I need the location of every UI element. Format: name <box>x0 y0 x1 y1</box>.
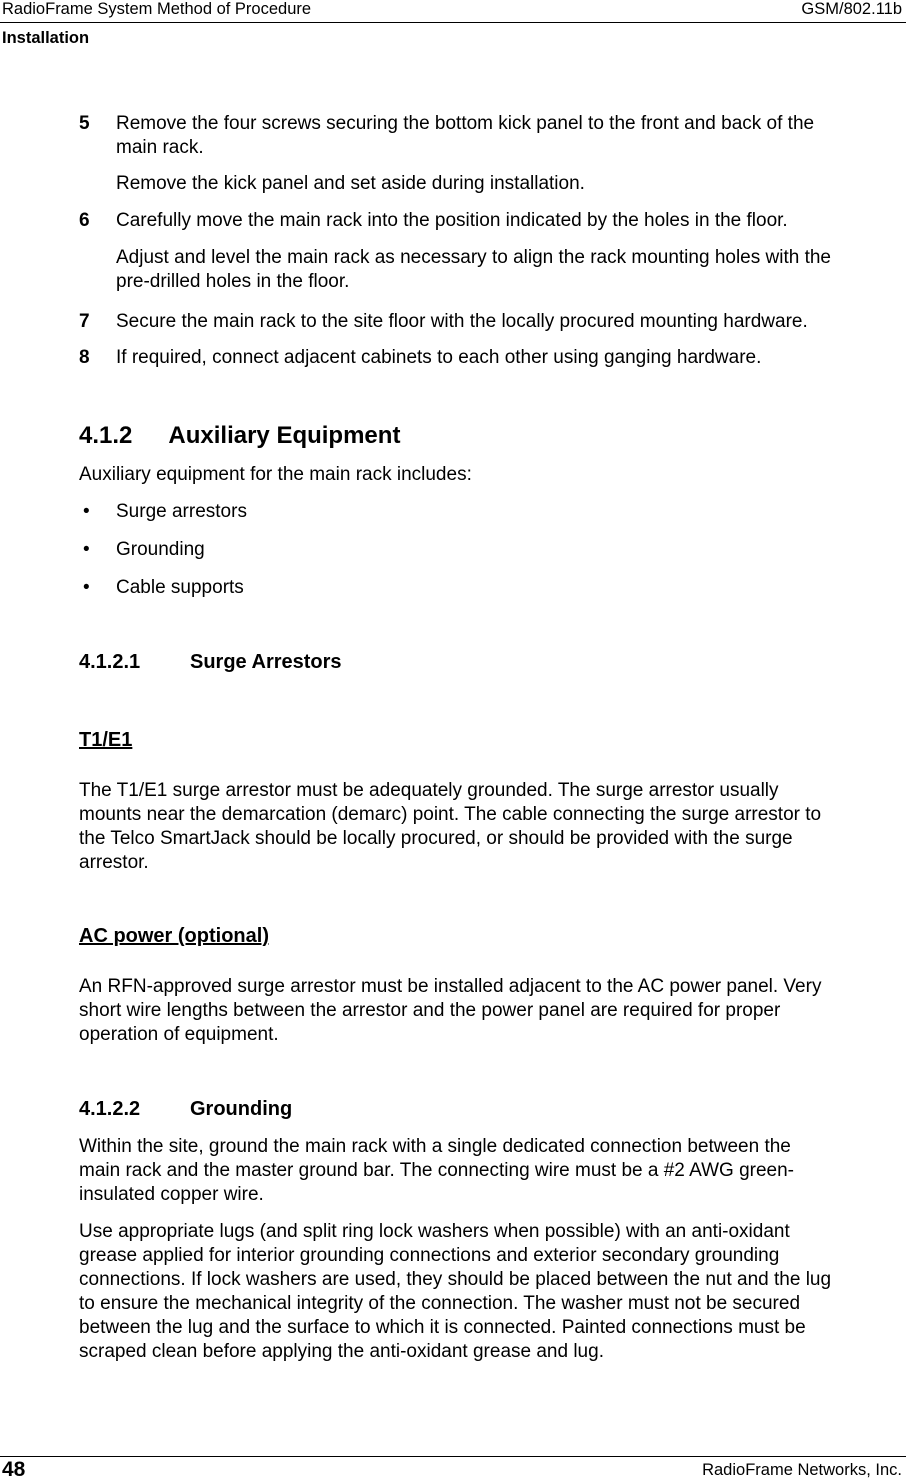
bullet-dot: • <box>83 501 90 522</box>
text-line: to ensure the mechanical integrity of the connection. The washer must not be secured <box>79 1293 801 1314</box>
section-number: 4.1.2 <box>79 422 133 449</box>
header-rule <box>0 22 906 23</box>
text-line: pre-drilled holes in the floor. <box>116 271 350 292</box>
text-line: scraped clean before applying the anti-oxidant grease and lug. <box>79 1341 604 1362</box>
header-doc-id: GSM/802.11b <box>801 0 902 18</box>
text-line: grease applied for interior grounding connections and exterior secondary grounding <box>79 1245 780 1266</box>
list-item: Grounding <box>116 539 205 560</box>
section-title-grounding: Grounding <box>190 1098 293 1120</box>
text-line: main rack and the master ground bar. The connecting wire must be a #2 AWG green- <box>79 1160 794 1181</box>
step-text <box>116 346 761 370</box>
text-line: the Telco SmartJack should be locally procured, or should be provided with the surge <box>79 828 793 849</box>
text-line: Remove the four screws securing the bottom kick panel to the front and back of the <box>116 113 815 134</box>
step-text <box>116 310 808 334</box>
footer-rule <box>0 1456 906 1457</box>
step-note <box>116 246 831 294</box>
step-number: 8 <box>79 347 90 368</box>
text-line: If required, connect adjacent cabinets to each other using ganging hardware. <box>116 347 762 368</box>
paragraph-grounding-2 <box>79 1220 831 1364</box>
text-line: connections. If lock washers are used, they should be placed between the nut and the lug <box>79 1269 832 1290</box>
step-text <box>116 209 788 233</box>
paragraph-ac-power <box>79 975 821 1047</box>
text-line: between the lug and the surface to which it is connected. Painted connections must be <box>79 1317 806 1338</box>
footer-company: RadioFrame Networks, Inc. <box>702 1461 902 1479</box>
text-line: Carefully move the main rack into the position indicated by the holes in the floor. <box>116 210 788 231</box>
text-line: Remove the kick panel and set aside during installation. <box>116 173 585 194</box>
text-line: arrestor. <box>79 852 149 873</box>
paragraph-t1-e1 <box>79 779 821 875</box>
step-note <box>116 172 585 196</box>
text-line: Use appropriate lugs (and split ring lock washers when possible) with an anti-oxidant <box>79 1221 790 1242</box>
step-text <box>116 112 814 160</box>
section-intro: Auxiliary equipment for the main rack includes: <box>79 464 472 485</box>
bullet-dot: • <box>83 539 90 560</box>
section-number-4-1-2-2: 4.1.2.2 <box>79 1098 141 1120</box>
text-line: short wire lengths between the arrestor and the power panel are required for proper <box>79 1000 781 1021</box>
step-number: 5 <box>79 113 90 134</box>
page-number: 48 <box>2 1458 26 1481</box>
text-line: main rack. <box>116 137 204 158</box>
text-line: mounts near the demarcation (demarc) point. The cable connecting the surge arrestor to <box>79 804 822 825</box>
list-item: Cable supports <box>116 577 244 598</box>
step-number: 6 <box>79 210 90 231</box>
subheading-t1-e1: T1/E1 <box>79 729 133 751</box>
section-number-4-1-2-1: 4.1.2.1 <box>79 651 141 673</box>
text-line: Secure the main rack to the site floor with the locally procured mounting hardware. <box>116 311 808 332</box>
step-number: 7 <box>79 311 90 332</box>
list-item: Surge arrestors <box>116 501 247 522</box>
section-title-surge-arrestors: Surge Arrestors <box>190 651 342 673</box>
paragraph-grounding-1 <box>79 1135 794 1207</box>
section-heading-4-1-2 <box>79 422 400 450</box>
text-line: operation of equipment. <box>79 1024 279 1045</box>
section-title: Auxiliary Equipment <box>168 422 401 449</box>
header-section-name: Installation <box>2 29 90 47</box>
bullet-dot: • <box>83 577 90 598</box>
text-line: Adjust and level the main rack as necessary to align the rack mounting holes with the <box>116 247 831 268</box>
text-line: insulated copper wire. <box>79 1184 264 1205</box>
text-line: The T1/E1 surge arrestor must be adequately grounded. The surge arrestor usually <box>79 780 779 801</box>
header-doc-title: RadioFrame System Method of Procedure <box>2 0 312 18</box>
subheading-ac-power: AC power (optional) <box>79 925 269 947</box>
text-line: An RFN-approved surge arrestor must be installed adjacent to the AC power panel. Very <box>79 976 822 997</box>
text-line: Within the site, ground the main rack with a single dedicated connection between the <box>79 1136 791 1157</box>
